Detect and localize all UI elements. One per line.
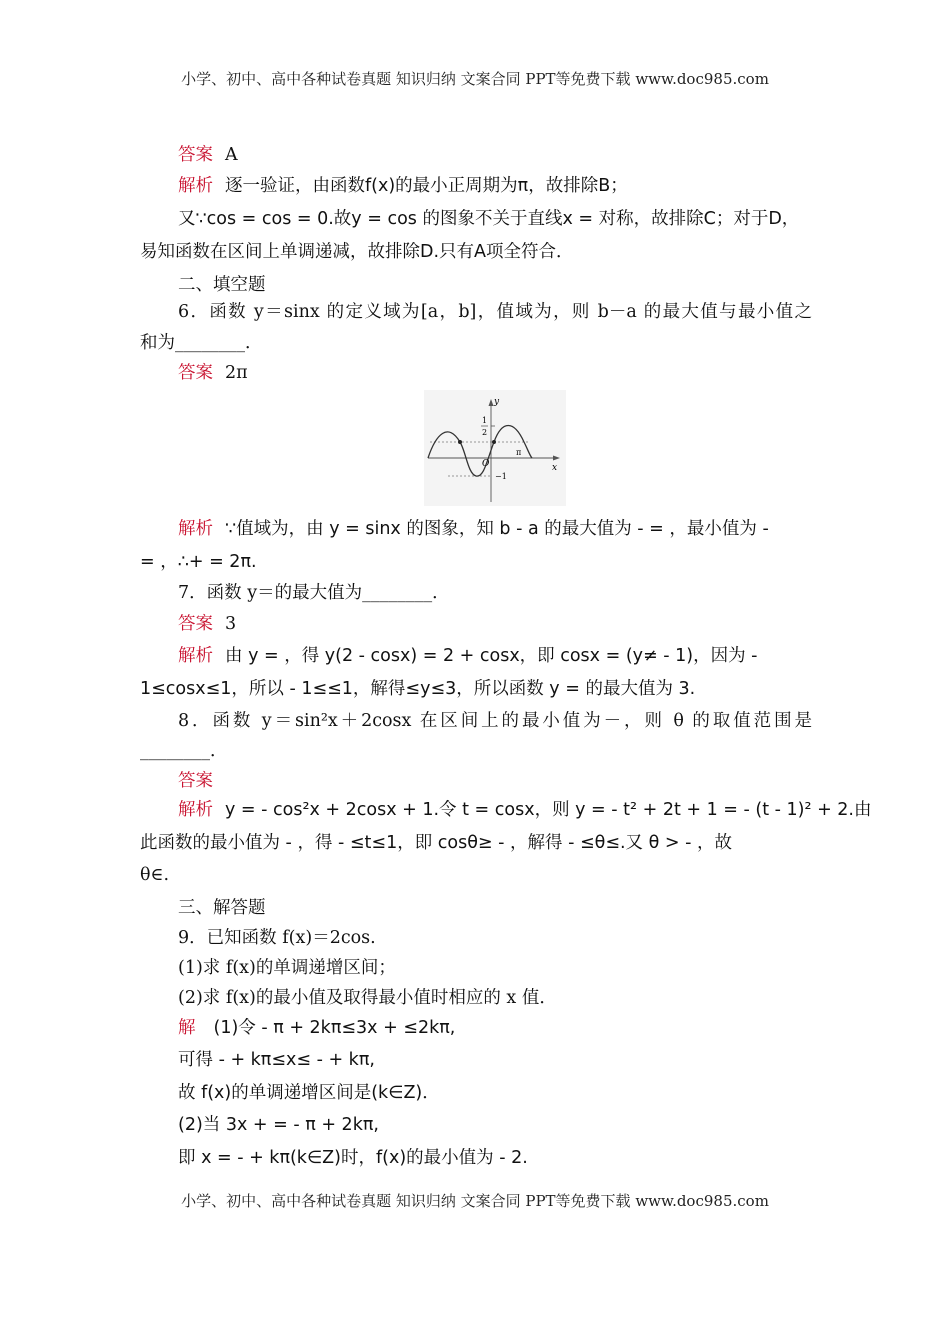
- origin-label: O: [482, 459, 490, 469]
- x-axis-label: x: [552, 463, 558, 473]
- q9-part-2: (2)求 f(x)的最小值及取得最小值时相应的 x 值．: [178, 988, 557, 1008]
- q6-stem-2: 和为________．: [140, 333, 263, 353]
- page-footer: 小学、初中、高中各种试卷真题 知识归纳 文案合同 PPT等免费下载 www.doc985.com: [181, 1192, 769, 1210]
- answer-label: 答案: [178, 614, 213, 634]
- q6-analysis-2: = ，∴+ = 2π.: [140, 552, 257, 572]
- answer-label: 答案: [178, 363, 213, 383]
- q9-solution-1: (1)令 - π + 2kπ≤3x + ≤2kπ,: [213, 1018, 456, 1038]
- q5-analysis-line-1: [178, 173, 850, 199]
- q5-analysis-1: 逐一验证，由函数f(x)的最小正周期为π，故排除B；: [225, 176, 628, 196]
- y-axis-label: y: [494, 397, 500, 407]
- q5-analysis-3: 易知函数在区间上单调递减，故排除D.只有A项全符合．: [140, 242, 574, 262]
- q8-stem-2: ________．: [140, 741, 228, 761]
- q8-analysis-1: y = - cos²x + 2cosx + 1.令 t = cosx，则 y = - t² + 2t + 1 = - (t - 1)² + 2.由: [225, 800, 872, 820]
- solution-label: 解: [178, 1018, 196, 1038]
- q6-analysis-line-1: [178, 516, 850, 542]
- q7-stem: 7．函数 y＝的最大值为________．: [178, 583, 450, 603]
- q8-analysis-2: 此函数的最小值为 - ，得 - ≤t≤1，即 cosθ≥ - ，解得 - ≤θ≤.又 θ > - ，故: [140, 833, 732, 853]
- q9-solution-3: 故 f(x)的单调递增区间是(k∈Z)．: [178, 1083, 440, 1103]
- q9-solution-2: 可得 - + kπ≤x≤ - + kπ,: [178, 1050, 375, 1070]
- answer-label: 答案: [178, 771, 213, 791]
- q8-analysis-3: θ∈.: [140, 865, 170, 885]
- q7-analysis-2: 1≤cosx≤1，所以 - 1≤≤1，解得≤y≤3，所以函数 y = 的最大值为 3.: [140, 679, 696, 699]
- q9-solution-5: 即 x = - + kπ(k∈Z)时，f(x)的最小值为 - 2.: [178, 1148, 528, 1168]
- q7-analysis-line-1: [178, 643, 850, 669]
- half-denominator: 2: [482, 428, 488, 437]
- half-numerator: 1: [482, 416, 488, 425]
- right-intersection-point: [492, 440, 496, 444]
- sine-graph: [424, 390, 566, 506]
- left-intersection-point: [458, 440, 462, 444]
- q8-stem-1: 8．函数 y＝sin²x＋2cosx 在区间上的最小值为－，则 θ 的取值范围是: [178, 711, 812, 731]
- section-fill-blank: 二、填空题: [178, 275, 266, 295]
- q9-part-1: (1)求 f(x)的单调递增区间；: [178, 958, 396, 978]
- analysis-label: 解析: [178, 176, 213, 196]
- q9-stem: 9．已知函数 f(x)＝2cos.: [178, 928, 376, 948]
- analysis-label: 解析: [178, 800, 213, 820]
- q7-answer-line: [178, 611, 850, 637]
- q6-analysis-1: ∵值域为，由 y = sinx 的图象，知 b - a 的最大值为 - = ，最小值为 -: [225, 519, 769, 539]
- section-answer-questions: 三、解答题: [178, 898, 266, 918]
- analysis-label: 解析: [178, 519, 213, 539]
- q6-answer-line: [178, 360, 850, 386]
- q7-analysis-1: 由 y = ，得 y(2 - cosx) = 2 + cosx，即 cosx = (y≠ - 1)，因为 -: [225, 646, 758, 666]
- answer-label: 答案: [178, 145, 213, 165]
- q5-answer-line: [178, 142, 850, 168]
- q5-analysis-2: 又∵cos = cos = 0.故y = cos 的图象不关于直线x = 对称，故排除C；对于D，: [178, 209, 800, 229]
- q5-answer: A: [225, 145, 238, 165]
- q7-answer: 3: [225, 614, 237, 634]
- q6-answer: 2π: [225, 363, 248, 383]
- pi-label: π: [516, 448, 522, 457]
- q6-stem-1: 6．函数 y＝sinx 的定义域为[a，b]，值域为，则 b－a 的最大值与最小值之: [178, 302, 812, 322]
- page-header: 小学、初中、高中各种试卷真题 知识归纳 文案合同 PPT等免费下载 www.doc985.com: [181, 70, 769, 88]
- analysis-label: 解析: [178, 646, 213, 666]
- q8-analysis-line-1: [178, 797, 872, 823]
- q9-solution-4: (2)当 3x + = - π + 2kπ,: [178, 1115, 379, 1135]
- q8-answer-line: [178, 768, 850, 794]
- neg-one-label: −1: [495, 472, 507, 481]
- q9-solution-line-1: [178, 1015, 850, 1041]
- graph-background: [424, 390, 566, 506]
